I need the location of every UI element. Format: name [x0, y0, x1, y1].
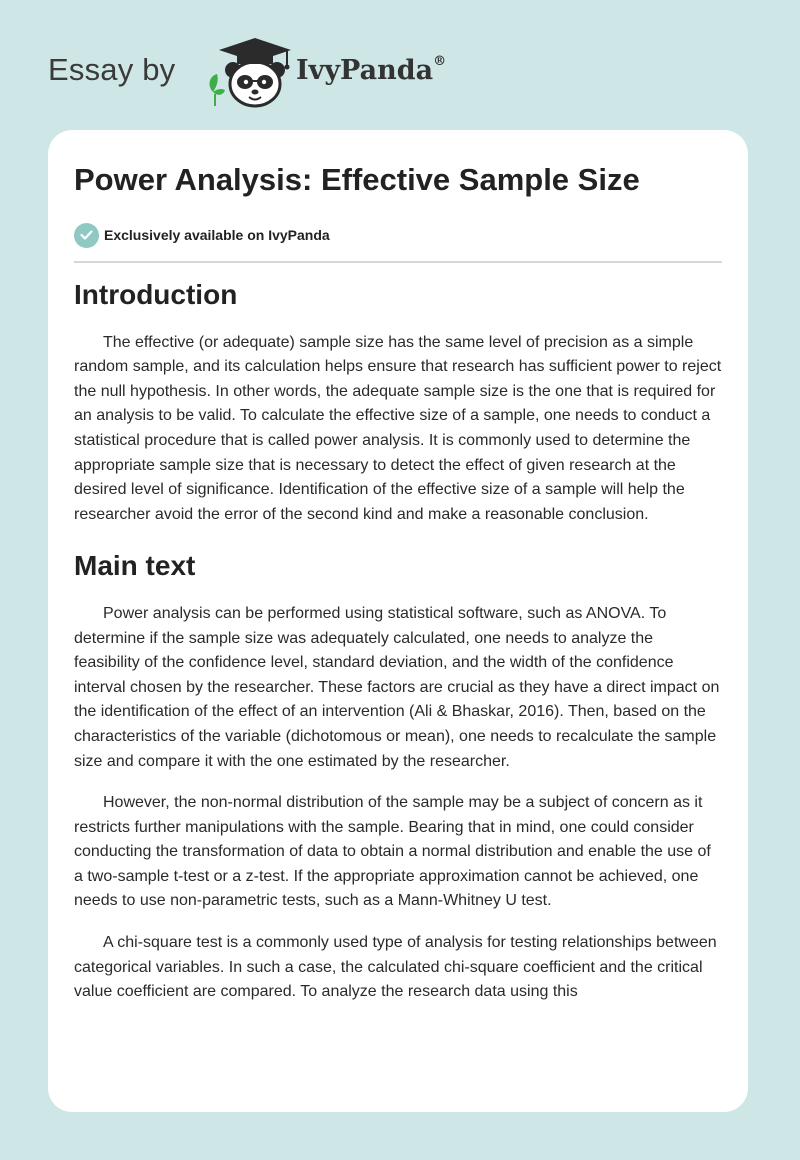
article-card	[48, 130, 748, 1112]
brand-name-text: IvyPanda	[296, 55, 434, 86]
exclusive-badge-text: Exclusively available on IvyPanda	[104, 227, 330, 243]
paragraph: A chi-square test is a commonly used type of analysis for testing relationships between categorical variables. In such a case, the calculated chi-square coefficient and the critical value coefficient are compared. To analyze the research data using this	[74, 934, 717, 1001]
paragraph: However, the non-normal distribution of the sample may be a subject of concern as it restricts further manipulations with the sample. Bearing that in mind, one could consider conducting the transformation of data to obtain a normal distribution and enable the use of a two-sample t-test or a z-test. If the appropriate approximation cannot be achieved, one needs to use non-parametric tests, such as a Mann-Whitney U test.	[74, 794, 711, 910]
check-circle-icon	[74, 223, 99, 248]
site-header	[48, 30, 508, 110]
paragraph: The effective (or adequate) sample size has the same level of precision as a simple random sample, and its calculation helps ensure that research has sufficient power to reject the null hypothesis. In other words, the adequate sample size is the one that is required for an analysis to be valid. To calculate the effective size of a sample, one needs to conduct a statistical procedure that is called power analysis. It is commonly used to determine the appropriate sample size that is necessary to detect the effect of given research at the desired level of significance. Identification of the effective size of a sample will help the researcher avoid the error of the second kind and make a reasonable conclusion.	[74, 333, 722, 523]
ivy-leaf-icon	[210, 74, 225, 106]
article-body	[74, 278, 722, 1005]
article-title: Power Analysis: Effective Sample Size	[74, 162, 640, 197]
brand-name[interactable]	[296, 55, 446, 86]
registered-mark: ®	[433, 54, 447, 69]
paragraph: Power analysis can be performed using statistical software, such as ANOVA. To determine if the sample size was adequately calculated, one needs to analyze the feasibility of the confidence level, standard deviation, and the width of the confidence interval chosen by the researcher. These factors are crucial as they have a direct impact on the identification of the effect of an intervention (Ali & Bhaskar, 2016). Then, based on the characteristics of the variable (dichotomous or mean), one needs to recalculate the sample size and compare it with the one estimated by the researcher.	[74, 604, 720, 770]
panda-graduate-icon[interactable]	[203, 34, 295, 110]
essay-by-label: Essay by	[48, 52, 176, 87]
section-heading-main-text: Main text	[74, 550, 196, 582]
title-divider	[74, 261, 722, 263]
exclusive-badge	[74, 222, 330, 248]
section-heading-introduction: Introduction	[74, 279, 238, 310]
